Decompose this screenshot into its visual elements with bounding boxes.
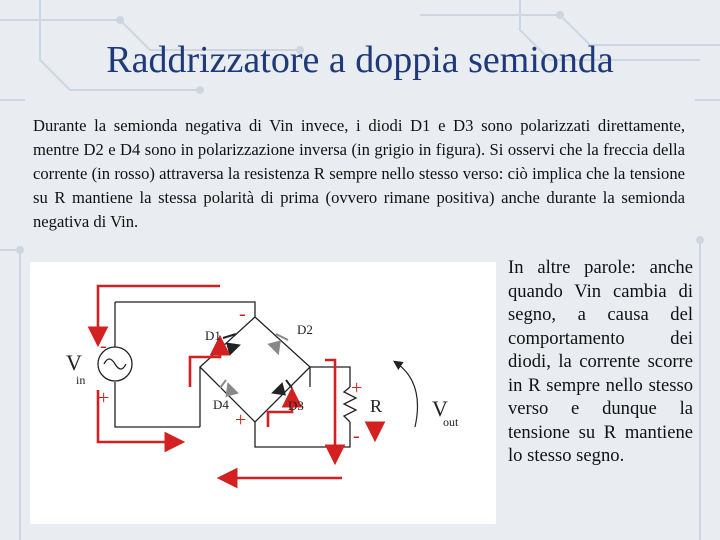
sign-source-top: - (100, 335, 107, 357)
sign-source-bottom: + (98, 387, 110, 409)
sign-load-top: + (351, 377, 363, 399)
current-arrow-inner (190, 340, 220, 387)
label-d3: D3 (288, 398, 304, 413)
polarity-signs (98, 303, 362, 447)
circuit-wires (115, 302, 350, 447)
slide-title: Raddrizzatore a doppia semionda (106, 39, 614, 81)
label-d2: D2 (297, 322, 313, 337)
label-vin-sub: in (76, 373, 86, 387)
current-arrow-bottom-left (98, 390, 180, 442)
label-r: R (370, 396, 383, 416)
side-paragraph: In altre parole: anche quando Vin cambia di segno, a causa del comportamento dei diodi, la corrente scorre in R sempre nello stesso verso e dunque la tensione su R mantiene lo stesso segno. (508, 257, 693, 466)
intro-paragraph: Durante la semionda negativa di Vin invece, i diodi D1 e D3 sono polarizzati direttamente, mentre D2 e D4 sono in polarizzazione inversa (in grigio in figura). Si osservi che la freccia della corrente (in rosso) attraversa la resistenza R sempre nello stesso verso: ciò implica che la tensione su R mantiene la stessa polarità di prima (ovvero rimane positiva) anche durante la semionda negativa di Vin. (33, 116, 685, 231)
current-arrow-load (325, 360, 335, 460)
bridge-rectifier-diagram (30, 262, 496, 524)
current-arrow-top (98, 286, 220, 342)
sign-bridge-bottom: + (235, 409, 247, 431)
sign-load-bottom: - (353, 425, 360, 447)
vout-arrow (395, 362, 418, 427)
label-d1: D1 (205, 328, 221, 343)
label-vin: V (66, 350, 82, 375)
label-vout: V (432, 396, 448, 421)
sign-bridge-top: - (239, 303, 246, 325)
current-arrows (98, 286, 375, 478)
label-vout-sub: out (443, 415, 459, 429)
label-d4: D4 (213, 397, 229, 412)
circuit-svg (30, 262, 496, 524)
